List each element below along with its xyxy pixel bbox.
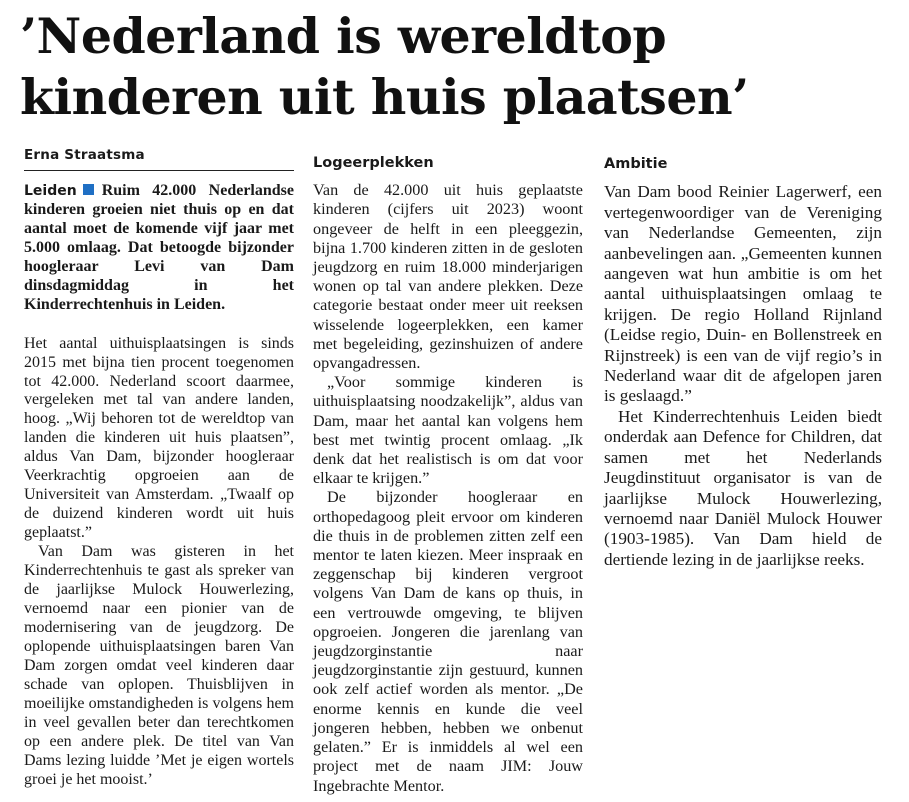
column-2 [313,146,583,796]
square-icon [83,184,94,195]
lead-text: Ruim 42.000 Nederlandse kinderen groeien niet thuis op en dat aantal moet de komende vijf jaar met 5.000 omlaag. Dat betoogde bijzonder hoogleraar Levi van Dam dinsdagmiddag in het Kinderrechtenhuis in Leiden. [24,181,294,313]
paragraph-7: Het Kinderrechtenhuis Leiden biedt onderdak aan Defence for Children, dat samen met het Nederlands Jeugdinstituut organisator is van de jaarlijkse Mulock Houwerlezing, vernoemd naar Daniël Mulock Houwer (1903-1985). Van Dam hield de dertiende lezing in de jaarlijkse reeks. [604,406,882,569]
paragraph-1: Het aantal uithuisplaatsingen is sinds 2015 met bijna tien procent toegenomen tot 42.000. Nederland scoort daarmee, vergeleken met tal van andere landen, hoog. „Wij behoren tot de wereldtop van landen die kinderen uit huis plaatsen”, aldus Van Dam, bijzonder hoogleraar Veerkrachtig opgroeien aan de Universiteit van Amsterdam. „Twaalf op de duizend kinderen wordt uit huis geplaatst.” [24,334,294,542]
byline: Erna Straatsma [24,146,294,171]
column-1 [24,146,294,790]
column-3 [604,146,882,570]
dateline: Leiden [24,182,77,199]
paragraph-2: Van Dam was gisteren in het Kinderrechtenhuis te gast als spreker van de jaarlijkse Mulock Houwerlezing, vernoemd naar een pionier van de modernisering van de jeugdzorg. De oplopende uithuisplaatsingen baren Van Dam zorgen omdat veel kinderen daar schade van oplopen. Thuisblijven in moeilijke omstandigheden is volgens hem in veel gevallen beter dan terechtkomen op een andere plek. De titel van Van Dams lezing luidde ’Met je eigen wortels groei je het mooist.’ [24,543,294,788]
paragraph-6: Van Dam bood Reinier Lagerwerf, een vertegenwoordiger van de Vereniging van Nederlandse Gemeenten, zijn aanbevelingen aan. „Gemeenten kunnen aangeven wat hun ambitie is om het aantal uithuisplaatsingen omlaag te krijgen. De regio Holland Rijnland (Leidse regio, Duin- en Bollenstreek en Rijnstreek) is een van de vijf regio’s in Nederland waar dit de afgelopen jaren is geslaagd.” [604,182,882,406]
paragraph-5: De bijzonder hoogleraar en orthopedagoog pleit ervoor om kinderen die thuis in de problemen zitten zelf een mentor te laten kiezen. Meer inspraak en zeggenschap bij kinderen vergroot volgens Van Dam de kans op thuis, in een vertrouwde omgeving, te blijven opgroeien. Jongeren die jarenlang van jeugdzorginstantie naar jeugdzorginstantie zijn gestuurd, kunnen ook zelf actief worden als mentor. „De enorme kennis en kunde die veel jongeren hebben, hebben we onbenut gelaten.” Er is inmiddels al wel een project met de naam JIM: Jouw Ingebrachte Mentor. [313,488,583,795]
headline [20,6,900,128]
paragraph-3: Van de 42.000 uit huis geplaatste kinderen (cijfers uit 2023) woont ongeveer de helft in een pleeggezin, bijna 1.700 kinderen zitten in de gesloten jeugdzorg en ruim 18.000 minderjarigen wonen op tal van andere plekken. Deze categorie bestaat onder meer uit reeksen wisselende logeerplekken, een kamer met begeleiding, gezinshuizen of andere opvangadressen. [313,181,583,373]
subhead-ambitie: Ambitie [604,156,668,172]
lead-paragraph [24,182,294,315]
headline-line-2: kinderen uit huis plaatsen’ [20,68,749,126]
subhead-logeerplekken: Logeerplekken [313,155,434,171]
paragraph-4: „Voor sommige kinderen is uithuisplaatsing noodzakelijk”, aldus van Dam, maar het aantal kan volgens hem best met twintig procent omlaag. „Ik denk dat het realistisch is om dat voor elkaar te krijgen.” [313,373,583,488]
headline-line-1: ’Nederland is wereldtop [20,7,667,65]
